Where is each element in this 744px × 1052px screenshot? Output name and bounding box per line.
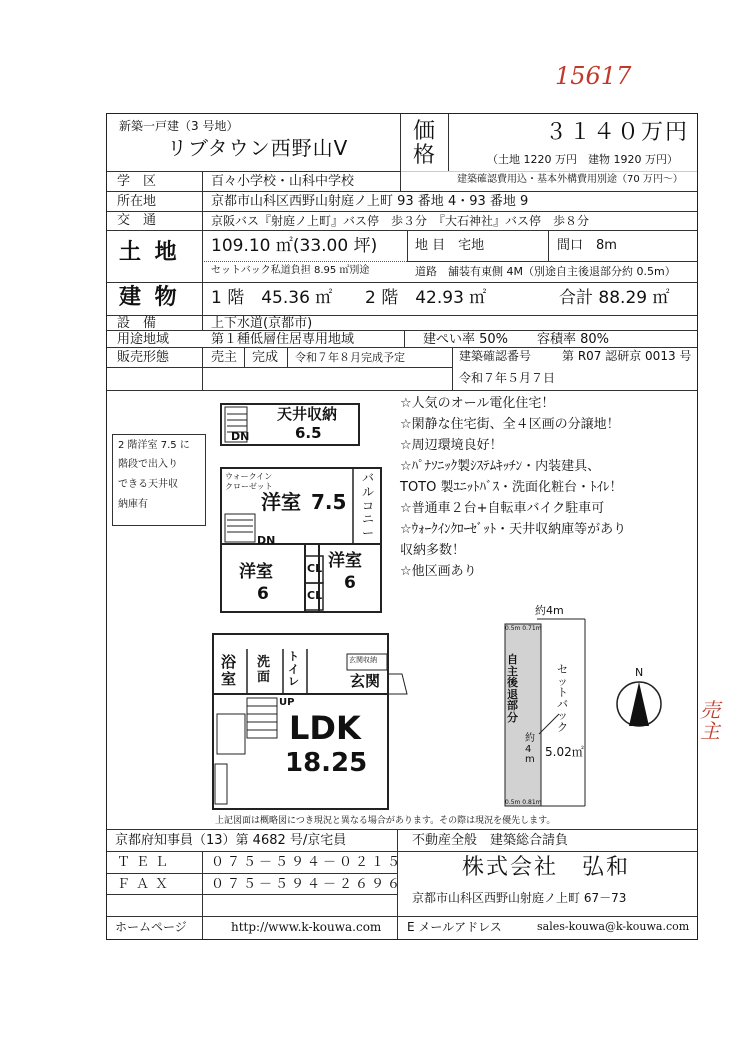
attic-label: 天井収納: [277, 405, 338, 423]
handwritten-note: 売主: [700, 698, 720, 743]
feature-item: ☆他区画あり: [400, 564, 477, 579]
dimension-bottom: 0.5m 0.81m: [505, 799, 542, 806]
western-room-size: 6: [257, 584, 269, 604]
walkin-closet-label: ウォークイン クローゼット: [225, 472, 273, 491]
feature-item: ☆閑静な住宅街、全４区画の分譲地！: [400, 417, 620, 432]
fax-value: ０７５－５９４－２６９６: [211, 877, 404, 892]
land-area: 109.10 ㎡(33.00 坪): [211, 236, 378, 256]
self-setback-label: 自 主 後 退 部 分: [507, 653, 518, 724]
ldk-size: 18.25: [285, 748, 368, 778]
ldk-label: LDK: [289, 709, 361, 747]
toilet-label: ト イ レ: [288, 650, 299, 689]
coverage-ratio: 建ぺい率 50%: [423, 332, 509, 347]
dimension-top: 0.5m 0.71m: [505, 625, 542, 632]
attic-note-line: 2 階洋室 7.5 に: [118, 440, 190, 451]
land-road: 道路 舗装有東側 4M（別途自主後退部分約 0.5m）: [415, 265, 676, 278]
price-note: 建築確認費用込・基本外構費用別途（70 万円～）: [457, 174, 683, 185]
price-breakdown: （土地 1220 万円 建物 1920 万円）: [487, 153, 678, 166]
floor-plan-drawing: [107, 114, 697, 814]
attic-size: 6.5: [295, 424, 322, 442]
company-address: 京都市山科区西野山射庭ノ上町 67－73: [412, 891, 627, 905]
setback-label: セ ッ ト バ ッ ク: [557, 663, 568, 734]
handwritten-number: 15617: [555, 62, 632, 90]
property-title: リブタウン西野山Ⅴ: [167, 136, 349, 160]
land-frontage: 間口 8m: [557, 238, 617, 253]
feature-item: ☆普通車２台+自転車バイク駐車可: [400, 501, 605, 516]
email-link[interactable]: sales-kouwa@k-kouwa.com: [537, 920, 690, 933]
sales-label: 販売形態: [117, 350, 170, 365]
bath-label: 浴 室: [221, 653, 237, 688]
tel-label: ＴＥＬ: [117, 855, 175, 870]
homepage-label: ホームページ: [115, 920, 187, 934]
entrance-storage-label: 玄関収納: [349, 656, 377, 664]
stair-down: DN: [257, 534, 276, 547]
building-label: 建 物: [119, 285, 180, 310]
north-label: N: [635, 666, 644, 679]
company-name: 株式会社 弘和: [462, 855, 631, 880]
land-category: 地 目 宅地: [415, 238, 485, 253]
confirm-number: 第 R07 認研京 0013 号: [562, 349, 692, 363]
feature-item: ☆ﾊﾟﾅｿﾆｯｸ製ｼｽﾃﾑｷｯﾁﾝ・内装建具、: [400, 459, 601, 474]
address-label: 所在地: [117, 194, 157, 209]
traffic-value: 京阪バス『射庭ノ上町』バス停 歩３分 『大石神社』バス停 歩８分: [211, 214, 590, 228]
western-room-size: 6: [344, 573, 356, 593]
homepage-link[interactable]: http://www.k-kouwa.com: [231, 920, 382, 934]
floor2-area: 2 階 42.93 ㎡: [365, 288, 487, 308]
closet-label: CL: [307, 589, 323, 602]
completion-date: 令和７年８月完成予定: [295, 351, 405, 364]
entrance-label: 玄関: [350, 672, 381, 690]
zoning-label: 用途地域: [117, 332, 170, 347]
western-room-label: 洋室: [261, 490, 301, 514]
western-room-label: 洋室: [239, 562, 273, 582]
business-type: 不動産全般 建築総合請負: [412, 833, 569, 848]
feature-item: ☆人気のオール電化住宅！: [400, 396, 555, 411]
property-sheet: [106, 113, 698, 940]
balcony-label: バ ル コ ニ ー: [362, 471, 375, 541]
setback-area: 5.02㎡: [545, 745, 584, 759]
sales-type-complete: 完成: [252, 350, 279, 365]
facility-value: 上下水道(京都市): [211, 316, 313, 331]
facility-label: 設 備: [117, 316, 157, 331]
property-subtitle: 新築一戸建（3 号地）: [119, 119, 239, 133]
feature-item: 収納多数！: [400, 543, 466, 558]
feature-item: TOTO 製ﾕﾆｯﾄﾊﾞｽ・洗面化粧台・ﾄｲﾚ！: [400, 480, 623, 495]
total-area: 合計 88.29 ㎡: [559, 288, 670, 308]
road-width-label: 約4m: [535, 604, 564, 617]
school-label: 学 区: [117, 174, 157, 189]
traffic-label: 交 通: [117, 213, 157, 228]
attic-note-line: できる天井収: [118, 479, 178, 490]
confirm-date: 令和７年５月７日: [459, 371, 556, 385]
attic-stair-down: DN: [231, 430, 250, 443]
land-setback: セットバック私道負担 8.95 ㎡別途: [211, 265, 370, 276]
approx-width-label: 約 4 m: [525, 733, 535, 765]
attic-note-line: 階段で出入り: [118, 459, 178, 470]
sales-type-seller: 売主: [211, 350, 238, 365]
western-room-label: 洋室: [328, 551, 362, 571]
stair-up: UP: [279, 697, 295, 708]
confirm-label: 建築確認番号: [459, 349, 532, 363]
address-value: 京都市山科区西野山射庭ノ上町 93 番地 4・93 番地 9: [211, 194, 529, 209]
tel-value: ０７５－５９４－０２１５: [211, 855, 404, 870]
email-label: E メールアドレス: [407, 920, 502, 934]
feature-item: ☆周辺環境良好！: [400, 438, 503, 453]
school-value: 百々小学校・山科中学校: [211, 174, 355, 189]
feature-item: ☆ｳｫｰｸｲﾝｸﾛｰｾﾞｯﾄ・天井収納庫等があり: [400, 522, 627, 537]
price-label: 価格: [413, 119, 436, 169]
zoning-value: 第１種低層住居専用地域: [211, 332, 355, 347]
closet-label: CL: [307, 562, 323, 575]
license-number: 京都府知事員（13）第 4682 号/京宅員: [115, 833, 347, 848]
land-label: 土 地: [119, 240, 180, 265]
floor1-area: 1 階 45.36 ㎡: [211, 288, 333, 308]
disclaimer: 上記図面は概略図につき現況と異なる場合があります。その際は現況を優先します。: [215, 816, 556, 826]
washroom-label: 洗 面: [257, 655, 271, 685]
attic-note-line: 納庫有: [118, 499, 148, 510]
floor-area-ratio: 容積率 80%: [537, 332, 610, 347]
price-value: ３１４０万円: [545, 120, 690, 145]
western-room-size: 7.5: [311, 490, 347, 514]
fax-label: ＦＡＸ: [117, 877, 175, 892]
